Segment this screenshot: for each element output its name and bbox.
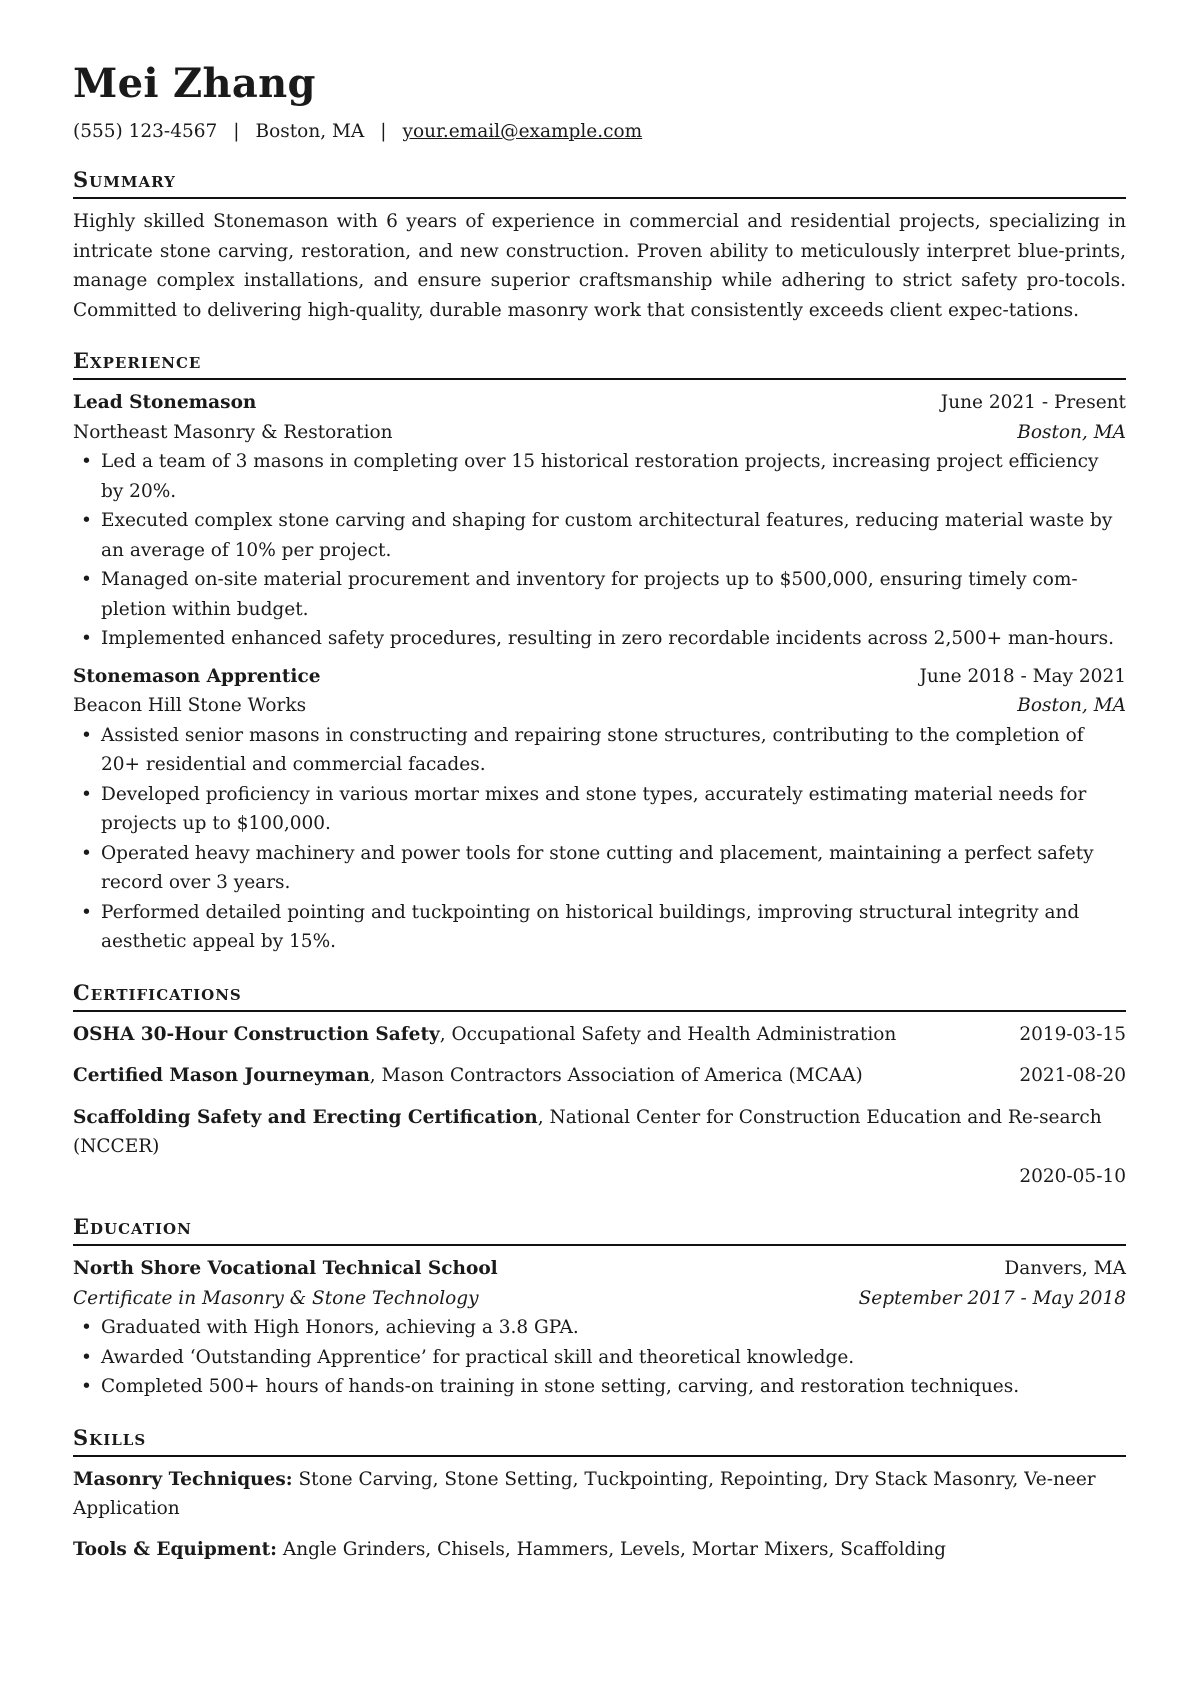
summary-text: Highly skilled Stonemason with 6 years of experience in commercial and residential projects, specializing in intricate stone carving, restoration, and new construction. Proven ability to meticulously interpret blue-prints, manage complex installations, and ensure superior craftsmanship while adhering to strict safety pro-tocols. Committed to delivering high-quality, durable masonry work that consistently exceeds client expec-tations. (73, 211, 1126, 321)
list-item: • Assisted senior masons in constructing and repairing stone structures, contributing to the completion of 20+ residential and commercial facades. (73, 721, 1126, 780)
bullet-icon: • (81, 901, 92, 923)
summary-heading: Summary (73, 166, 1126, 199)
bullet-icon: • (81, 510, 92, 531)
resume-page (73, 60, 1126, 1575)
certifications-heading: Certifications (73, 979, 1126, 1012)
bullet-icon: • (81, 783, 92, 805)
list-item: • Awarded ‘Outstanding Apprentice’ for practical skill and theoretical knowledge. (73, 1343, 1126, 1373)
certifications-section (73, 979, 1126, 1192)
bullet-icon: • (81, 1376, 92, 1397)
job-company: Beacon Hill Stone Works (73, 695, 307, 716)
education-bullets (73, 1313, 1126, 1402)
bullet-icon: • (81, 1346, 92, 1368)
certification-date: 2021-08-20 (1019, 1065, 1126, 1086)
certification-name: Scaffolding Safety and Erecting Certification (73, 1106, 538, 1128)
bullet-icon: • (81, 628, 92, 649)
job-location: Boston, MA (1017, 695, 1126, 716)
skill-label: Tools & Equipment: (73, 1538, 277, 1560)
job-bullets (73, 447, 1126, 654)
list-item: • Led a team of 3 masons in completing over 15 historical restoration projects, increasing project efficiency by 20%. (73, 447, 1126, 506)
certification-item (73, 1020, 1126, 1050)
job-location: Boston, MA (1017, 421, 1126, 443)
certification-item (73, 1061, 1126, 1091)
list-item: • Performed detailed pointing and tuckpointing on historical buildings, improving structural integrity and aesthetic appeal by 15%. (73, 898, 1126, 957)
degree-name: Certificate in Masonry & Stone Technology (73, 1287, 479, 1309)
certification-date: 2020-05-10 (1019, 1165, 1126, 1187)
skill-item (73, 1535, 1126, 1565)
bullet-icon: • (81, 569, 92, 590)
list-item: • Graduated with High Honors, achieving a 3.8 GPA. (73, 1313, 1126, 1343)
certification-issuer: , Occupational Safety and Health Administration (439, 1023, 897, 1045)
skill-item (73, 1465, 1126, 1524)
list-item: • Executed complex stone carving and shaping for custom architectural features, reducing material waste by an average of 10% per project. (73, 506, 1126, 565)
skill-value: Angle Grinders, Chisels, Hammers, Levels, Mortar Mixers, Scaffolding (276, 1538, 947, 1560)
list-item: • Managed on-site material procurement and inventory for projects up to $500,000, ensuring timely com-pletion within budget. (73, 565, 1126, 624)
school-name: North Shore Vocational Technical School (73, 1258, 498, 1279)
skill-value: Stone Carving, Stone Setting, Tuckpointing, Repointing, Dry Stack Masonry, Ve-neer Application (73, 1468, 1096, 1519)
job-entry (73, 662, 1126, 957)
skills-section (73, 1424, 1126, 1565)
location: Boston, MA (255, 121, 365, 142)
contact-line (73, 120, 1126, 144)
phone-number: (555) 123-4567 (73, 121, 218, 142)
job-entry (73, 388, 1126, 654)
job-role: Lead Stonemason (73, 392, 257, 413)
education-dates: September 2017 - May 2018 (858, 1287, 1126, 1309)
experience-heading: Experience (73, 347, 1126, 380)
job-dates: June 2018 - May 2021 (919, 665, 1126, 687)
skills-heading: Skills (73, 1424, 1126, 1457)
job-bullets (73, 721, 1126, 957)
contact-separator: | (233, 121, 240, 142)
bullet-icon: • (81, 1317, 92, 1338)
job-dates: June 2021 - Present (940, 392, 1126, 413)
candidate-name: Mei Zhang (73, 60, 316, 107)
email-link[interactable]: your.email@example.com (402, 121, 643, 142)
job-role: Stonemason Apprentice (73, 665, 321, 687)
bullet-icon: • (81, 724, 92, 746)
certification-date: 2019-03-15 (1019, 1023, 1126, 1045)
education-heading: Education (73, 1213, 1126, 1246)
job-company: Northeast Masonry & Restoration (73, 421, 393, 443)
school-location: Danvers, MA (1004, 1258, 1126, 1279)
contact-separator: | (380, 121, 387, 142)
list-item: • Completed 500+ hours of hands-on training in stone setting, carving, and restoration techniques. (73, 1372, 1126, 1402)
summary-section (73, 166, 1126, 325)
certification-name: Certified Mason Journeyman (73, 1065, 370, 1086)
certification-name: OSHA 30-Hour Construction Safety (73, 1023, 440, 1045)
certification-issuer: , Mason Contractors Association of America (MCAA) (369, 1065, 863, 1086)
education-section (73, 1213, 1126, 1402)
certification-item (73, 1103, 1126, 1192)
bullet-icon: • (81, 451, 92, 472)
list-item: • Operated heavy machinery and power tools for stone cutting and placement, maintaining a perfect safety record over 3 years. (73, 839, 1126, 898)
experience-section (73, 347, 1126, 957)
skill-label: Masonry Techniques: (73, 1468, 293, 1490)
bullet-icon: • (81, 842, 92, 864)
certification-issuer: , National Center for Construction Education and Re-search (NCCER) (73, 1106, 1102, 1157)
list-item: • Implemented enhanced safety procedures, resulting in zero recordable incidents across 2,500+ man-hours. (73, 624, 1126, 654)
list-item: • Developed proficiency in various mortar mixes and stone types, accurately estimating material needs for projects up to $100,000. (73, 780, 1126, 839)
